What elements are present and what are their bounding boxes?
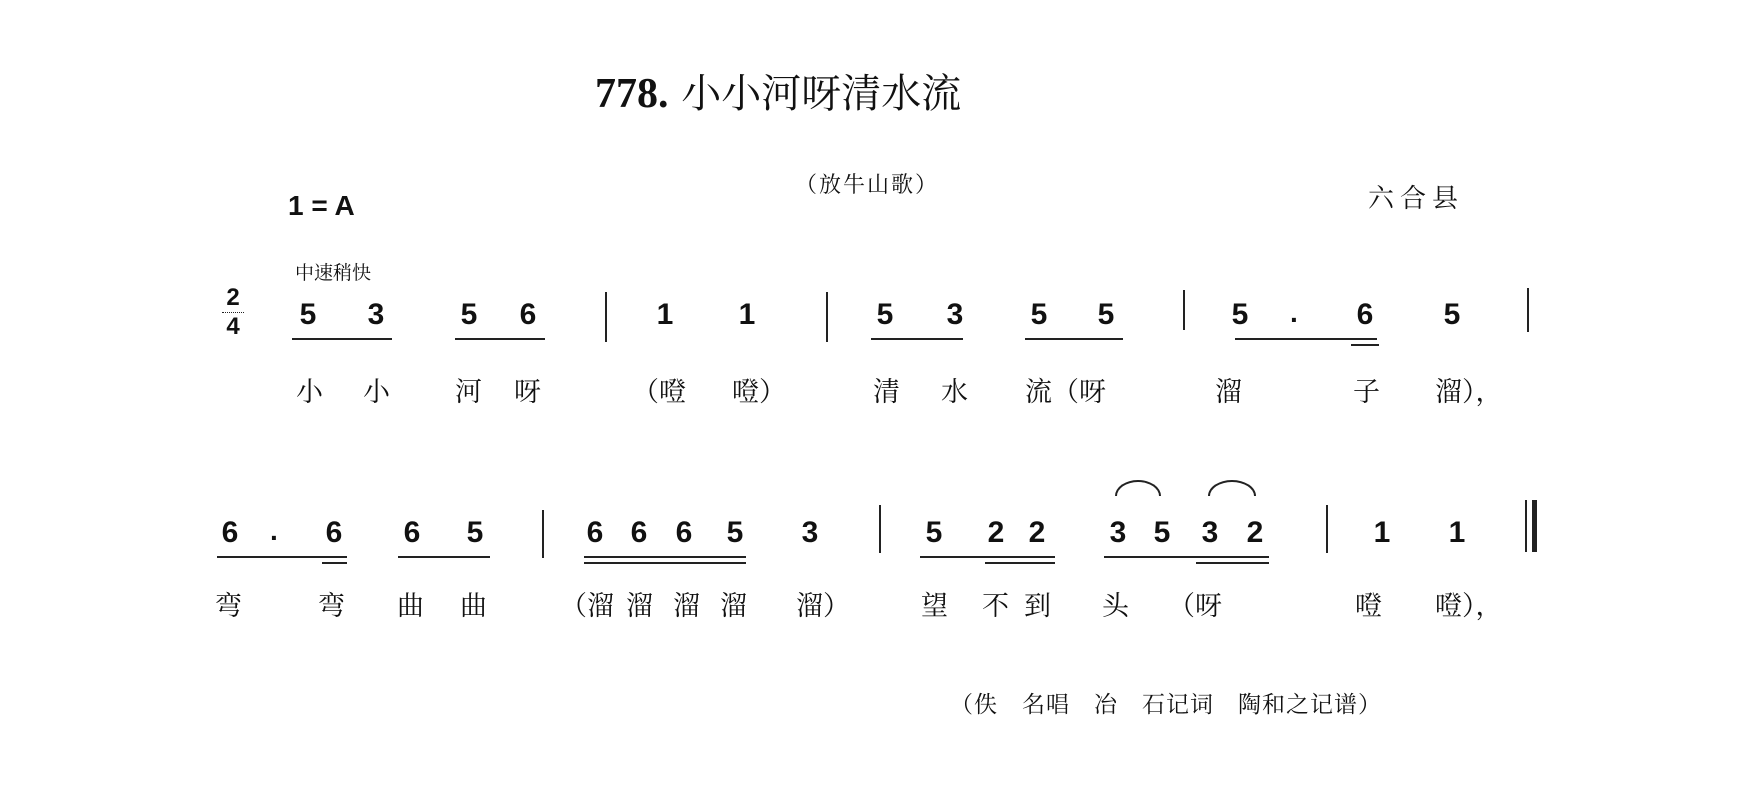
beam-underline xyxy=(584,562,746,564)
note: 5 xyxy=(1097,298,1115,331)
region-label: 六合县 xyxy=(1368,184,1465,214)
meter-top: 2 xyxy=(226,284,240,311)
note: 5 xyxy=(1030,298,1048,331)
note: 5 xyxy=(299,298,317,331)
meter-bottom: 4 xyxy=(226,313,240,340)
beam-underline xyxy=(985,562,1055,564)
note: 5 xyxy=(1443,298,1461,331)
lyric: 溜） xyxy=(796,591,850,622)
note: 6 xyxy=(1356,298,1374,331)
beam-underline xyxy=(1025,338,1123,340)
note: 5 xyxy=(876,298,894,331)
lyric: 水 xyxy=(941,377,968,408)
lyric: 呀 xyxy=(514,377,541,408)
note: 5 xyxy=(1153,516,1171,549)
note: 2 xyxy=(1246,516,1264,549)
barline xyxy=(1183,290,1185,330)
note: 5 xyxy=(925,516,943,549)
note: 6 xyxy=(630,516,648,549)
slur xyxy=(1115,480,1161,496)
lyric: （呀 xyxy=(1168,591,1222,622)
credit-line: （佚 名唱 冶 石记词 陶和之记谱） xyxy=(950,692,1382,718)
note: 6 xyxy=(586,516,604,549)
beam-underline xyxy=(871,338,963,340)
song-title-text: 小小河呀清水流 xyxy=(681,71,962,117)
song-subtitle: （放牛山歌） xyxy=(795,173,940,198)
key-signature: 1 = A xyxy=(288,190,355,221)
tempo-marking: 中速稍快 xyxy=(295,262,372,284)
beam-underline xyxy=(1235,338,1377,340)
beam-underline xyxy=(1104,556,1269,558)
lyric: 河 xyxy=(455,377,482,408)
note: 6 xyxy=(325,516,343,549)
lyric: （溜 xyxy=(560,591,614,622)
lyric: 流（呀 xyxy=(1025,377,1106,408)
lyric: 噔）， xyxy=(1435,591,1503,622)
lyric: 望 xyxy=(921,591,948,622)
lyric: 小 xyxy=(363,377,390,408)
note: 1 xyxy=(1448,516,1466,549)
note: 6 xyxy=(675,516,693,549)
song-number: 778. xyxy=(595,71,669,117)
lyric: 噔 xyxy=(1355,591,1382,622)
lyric: 头 xyxy=(1102,591,1129,622)
lyric: 曲 xyxy=(460,591,487,622)
augmentation-dot: · xyxy=(270,522,280,553)
lyric: 溜 xyxy=(673,591,700,622)
lyric: 小 xyxy=(296,377,323,408)
note: 1 xyxy=(656,298,674,331)
lyric: 溜 xyxy=(626,591,653,622)
note: 6 xyxy=(519,298,537,331)
lyric: 溜 xyxy=(720,591,747,622)
beam-underline xyxy=(398,556,490,558)
note: 3 xyxy=(801,516,819,549)
song-title xyxy=(595,62,961,119)
barline xyxy=(1527,288,1529,332)
final-barline-thin xyxy=(1525,500,1527,552)
barline xyxy=(1326,505,1328,553)
time-signature xyxy=(222,286,244,339)
note: 3 xyxy=(367,298,385,331)
lyric: 不 xyxy=(982,591,1009,622)
barline xyxy=(879,505,881,553)
lyric: 到 xyxy=(1024,591,1051,622)
beam-underline xyxy=(292,338,392,340)
lyric: 弯 xyxy=(318,591,345,622)
barline xyxy=(605,292,607,342)
barline xyxy=(542,510,544,558)
lyric: 曲 xyxy=(397,591,424,622)
note: 5 xyxy=(460,298,478,331)
note: 3 xyxy=(1201,516,1219,549)
beam-underline xyxy=(1196,562,1269,564)
beam-underline xyxy=(322,562,347,564)
note: 5 xyxy=(726,516,744,549)
note: 3 xyxy=(1109,516,1127,549)
beam-underline xyxy=(217,556,347,558)
lyric: 子 xyxy=(1353,377,1380,408)
barline xyxy=(826,292,828,342)
note: 3 xyxy=(946,298,964,331)
beam-underline xyxy=(584,556,746,558)
note: 1 xyxy=(1373,516,1391,549)
lyric: （噔 xyxy=(632,377,686,408)
lyric: 弯 xyxy=(215,591,242,622)
lyric: 溜 xyxy=(1215,377,1242,408)
beam-underline xyxy=(1351,344,1379,346)
note: 6 xyxy=(403,516,421,549)
note: 1 xyxy=(738,298,756,331)
lyric: 溜）， xyxy=(1435,377,1503,408)
note: 5 xyxy=(1231,298,1249,331)
beam-underline xyxy=(455,338,545,340)
note: 6 xyxy=(221,516,239,549)
final-barline-thick xyxy=(1532,500,1537,552)
note: 2 xyxy=(1028,516,1046,549)
note: 5 xyxy=(466,516,484,549)
note: 2 xyxy=(987,516,1005,549)
lyric: 噔） xyxy=(732,377,786,408)
lyric: 清 xyxy=(873,377,900,408)
slur xyxy=(1208,480,1256,496)
beam-underline xyxy=(920,556,1055,558)
augmentation-dot: · xyxy=(1290,304,1300,335)
